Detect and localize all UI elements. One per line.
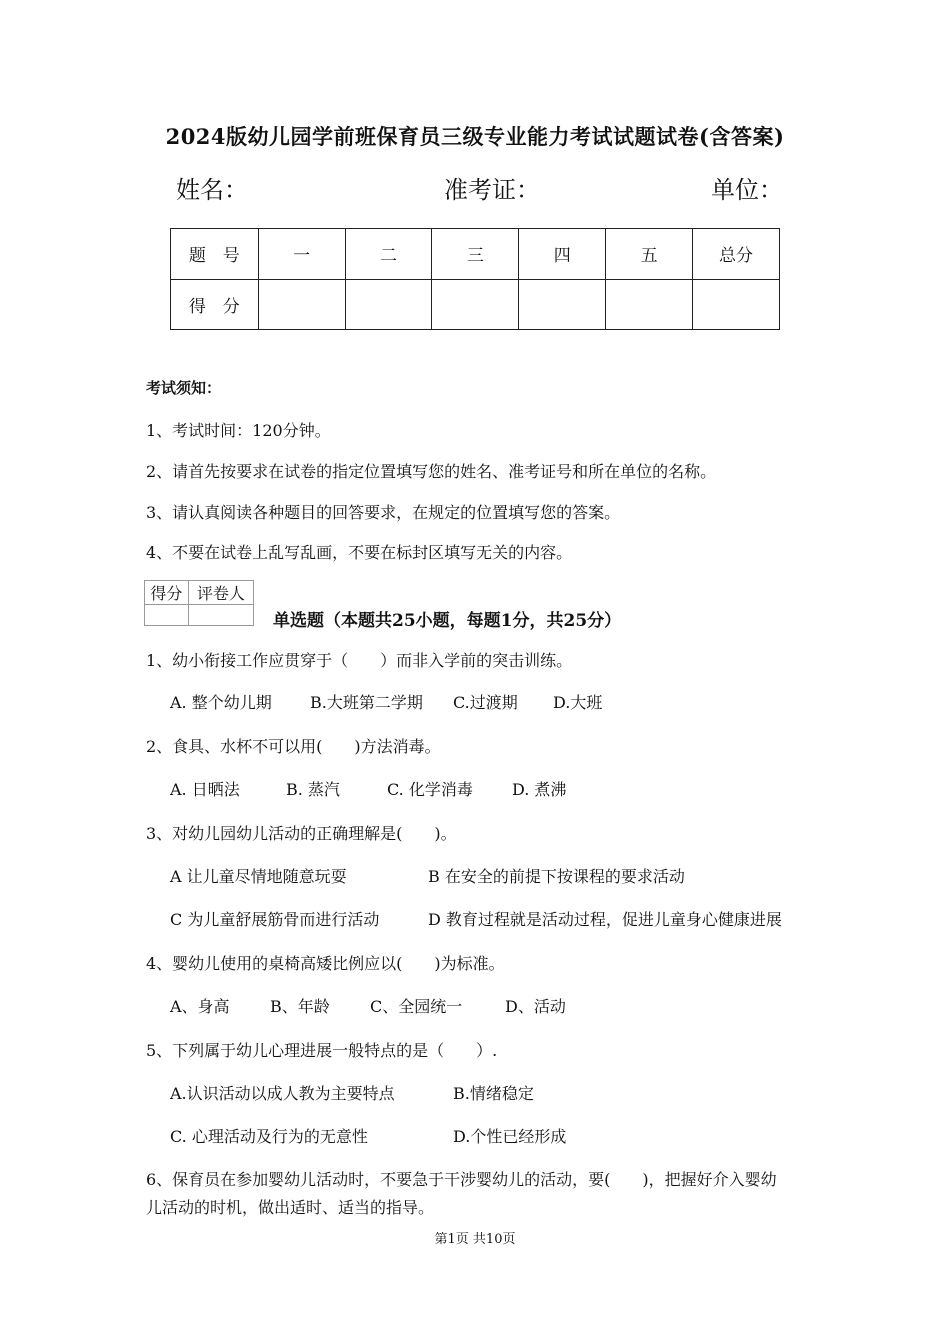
exam-id-field-label: 准考证： bbox=[444, 176, 540, 204]
question-stem: 6、保育员在参加婴幼儿活动时，不要急于干涉婴幼儿的活动，要( )，把握好介入婴幼 bbox=[146, 1170, 777, 1189]
page-title: 2024版幼儿园学前班保育员三级专业能力考试试题试卷(含答案) bbox=[165, 124, 785, 149]
notice-item: 2、请首先按要求在试卷的指定位置填写您的姓名、准考证号和所在单位的名称。 bbox=[146, 462, 717, 481]
grader-score-label: 得分 bbox=[145, 581, 189, 605]
score-row-label: 得 分 bbox=[171, 279, 259, 330]
question-option: C. 心理活动及行为的无意性 bbox=[170, 1127, 368, 1146]
page-footer: 第1页 共10页 bbox=[434, 1232, 516, 1247]
score-cell[interactable] bbox=[345, 279, 432, 330]
score-header-cell: 五 bbox=[606, 229, 693, 280]
question-option: B 在安全的前提下按课程的要求活动 bbox=[428, 867, 685, 886]
score-header-cell: 总分 bbox=[693, 229, 780, 280]
question-option: D 教育过程就是活动过程，促进儿童身心健康进展 bbox=[428, 910, 782, 929]
unit-field-label: 单位： bbox=[711, 176, 783, 204]
question-option: A 让儿童尽情地随意玩耍 bbox=[170, 867, 347, 886]
question-option: A. 整个幼儿期 bbox=[170, 693, 272, 712]
question-option: A、身高 bbox=[170, 997, 230, 1016]
question-option: A. 日晒法 bbox=[170, 780, 240, 799]
question-option: A.认识活动以成人教为主要特点 bbox=[170, 1084, 395, 1103]
question-option: B.大班第二学期 bbox=[310, 693, 423, 712]
score-cell[interactable] bbox=[693, 279, 780, 330]
question-option: D、活动 bbox=[505, 997, 566, 1016]
question-option: C 为儿童舒展筋骨而进行活动 bbox=[170, 910, 380, 929]
question-option: C.过渡期 bbox=[453, 693, 518, 712]
question-stem-continued: 儿活动的时机，做出适时、适当的指导。 bbox=[146, 1198, 435, 1217]
question-stem: 1、幼小衔接工作应贯穿于（ ）而非入学前的突击训练。 bbox=[146, 651, 573, 670]
grader-box bbox=[144, 580, 254, 626]
question-option: D.大班 bbox=[553, 693, 603, 712]
notice-item: 4、不要在试卷上乱写乱画，不要在标封区填写无关的内容。 bbox=[146, 543, 573, 562]
question-option: D. 煮沸 bbox=[512, 780, 567, 799]
score-cell[interactable] bbox=[519, 279, 606, 330]
score-cell[interactable] bbox=[432, 279, 519, 330]
score-table-score-row bbox=[171, 279, 780, 330]
question-option: C、全园统一 bbox=[370, 997, 463, 1016]
name-field-label: 姓名： bbox=[176, 176, 248, 204]
grader-reviewer-label: 评卷人 bbox=[188, 581, 253, 605]
score-header-cell: 题 号 bbox=[171, 229, 259, 280]
score-cell[interactable] bbox=[606, 279, 693, 330]
question-option: B、年龄 bbox=[270, 997, 330, 1016]
question-option: B. 蒸汽 bbox=[286, 780, 340, 799]
question-stem: 4、婴幼儿使用的桌椅高矮比例应以( )为标准。 bbox=[146, 954, 505, 973]
question-option: C. 化学消毒 bbox=[387, 780, 473, 799]
section-title: 单选题（本题共25小题，每题1分，共25分） bbox=[273, 611, 622, 631]
notice-heading: 考试须知： bbox=[146, 379, 222, 397]
question-option: B.情绪稳定 bbox=[453, 1084, 534, 1103]
grader-reviewer-cell[interactable] bbox=[188, 605, 253, 626]
score-cell[interactable] bbox=[258, 279, 345, 330]
score-header-cell: 三 bbox=[432, 229, 519, 280]
notice-item: 1、考试时间：120分钟。 bbox=[146, 421, 331, 440]
question-stem: 2、食具、水杯不可以用( )方法消毒。 bbox=[146, 737, 441, 756]
question-option: D.个性已经形成 bbox=[453, 1127, 567, 1146]
score-header-cell: 二 bbox=[345, 229, 432, 280]
grader-score-cell[interactable] bbox=[145, 605, 189, 626]
score-table bbox=[170, 228, 780, 330]
score-header-cell: 一 bbox=[258, 229, 345, 280]
notice-item: 3、请认真阅读各种题目的回答要求，在规定的位置填写您的答案。 bbox=[146, 503, 621, 522]
question-stem: 3、对幼儿园幼儿活动的正确理解是( )。 bbox=[146, 824, 457, 843]
score-header-cell: 四 bbox=[519, 229, 606, 280]
question-stem: 5、下列属于幼儿心理进展一般特点的是（ ）. bbox=[146, 1041, 498, 1060]
score-table-header-row bbox=[171, 229, 780, 280]
